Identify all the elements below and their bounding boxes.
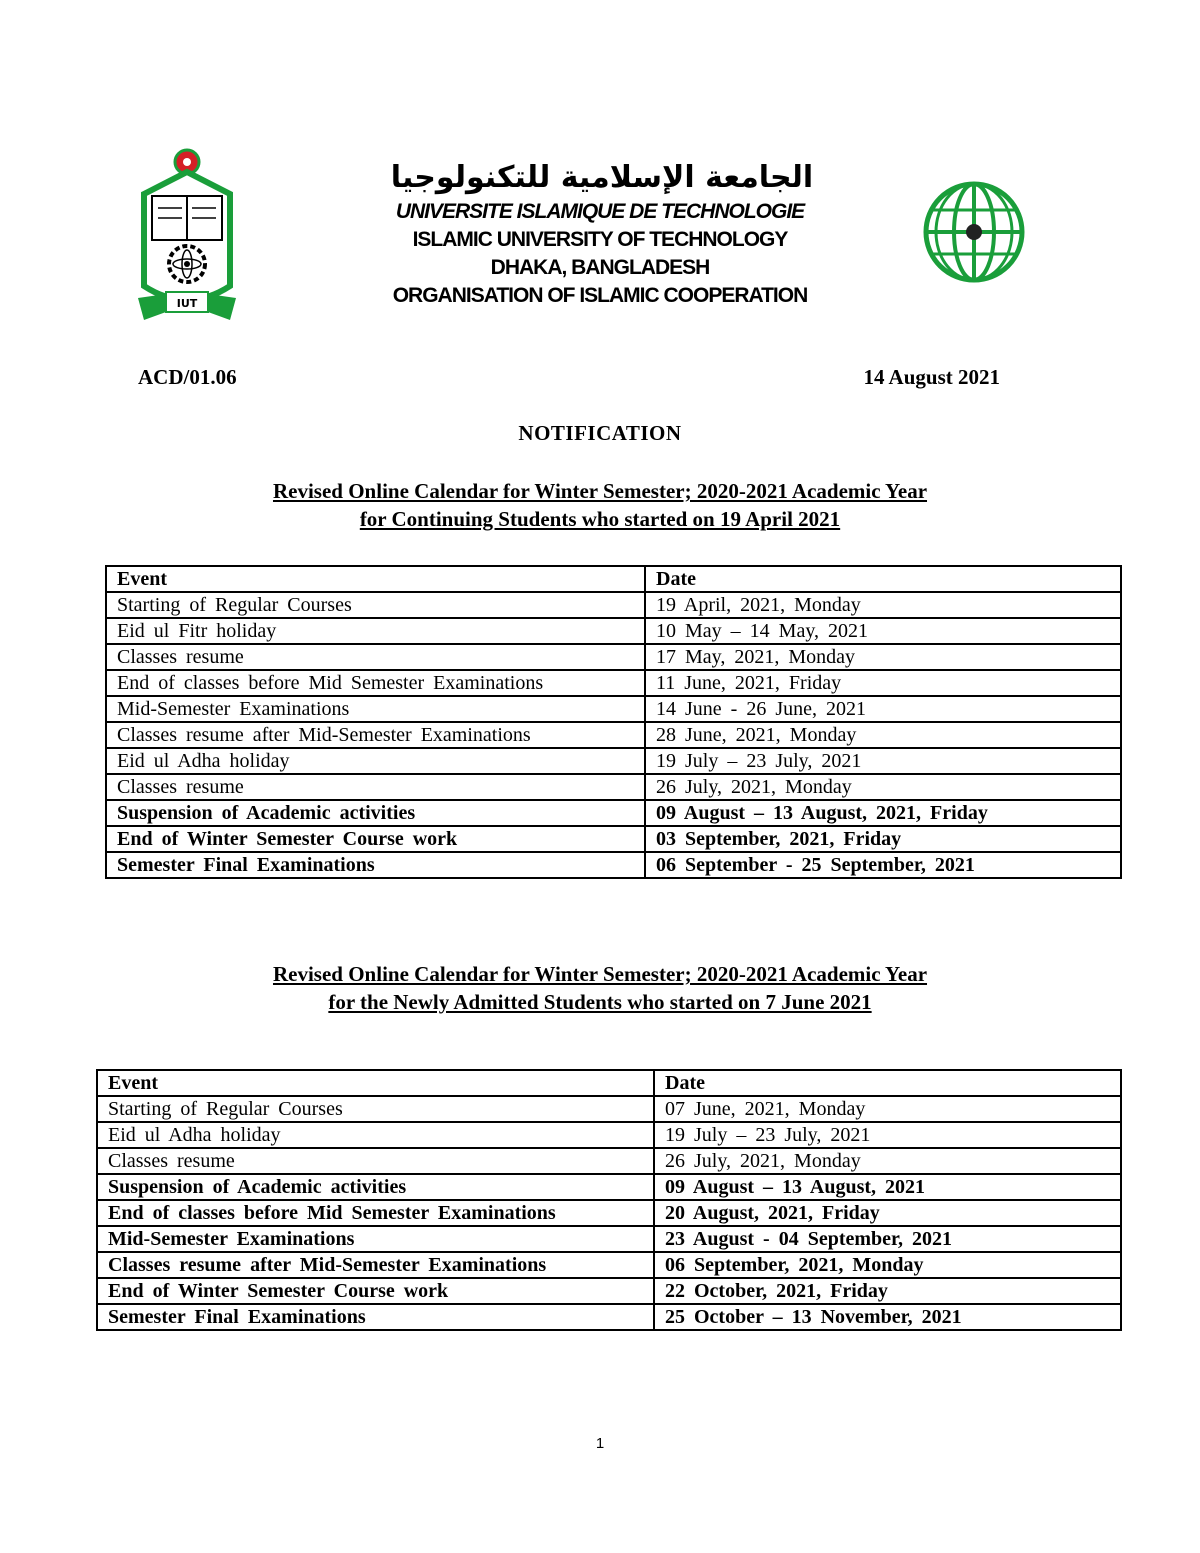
event-cell: Classes resume: [97, 1148, 654, 1174]
date-cell: 23 August - 04 September, 2021: [654, 1226, 1121, 1252]
date-cell: 20 August, 2021, Friday: [654, 1200, 1121, 1226]
date-cell: 26 July, 2021, Monday: [645, 774, 1121, 800]
date-cell: 06 September - 25 September, 2021: [645, 852, 1121, 878]
table-row: [97, 1226, 1121, 1252]
table-row: [97, 1174, 1121, 1200]
table-row: [106, 774, 1121, 800]
university-name-french: UNIVERSITE ISLAMIQUE DE TECHNOLOGIE: [395, 200, 805, 223]
date-cell: 19 July – 23 July, 2021: [654, 1122, 1121, 1148]
event-cell: Starting of Regular Courses: [106, 592, 645, 618]
event-cell: Semester Final Examinations: [97, 1304, 654, 1330]
notice-date: 14 August 2021: [863, 365, 1000, 389]
table-row: [106, 670, 1121, 696]
event-cell: Semester Final Examinations: [106, 852, 645, 878]
event-cell: Classes resume: [106, 644, 645, 670]
section-2-caption-line2: for the Newly Admitted Students who started on 7 June 2021: [328, 990, 872, 1014]
event-cell: End of classes before Mid Semester Examinations: [106, 670, 645, 696]
event-cell: Mid-Semester Examinations: [106, 696, 645, 722]
table-row: [97, 1096, 1121, 1122]
header-event: Event: [97, 1070, 654, 1096]
date-cell: 26 July, 2021, Monday: [654, 1148, 1121, 1174]
table-row: [97, 1304, 1121, 1330]
iut-logo: [136, 136, 238, 328]
section-1-caption: [0, 477, 1200, 533]
table-row: [106, 618, 1121, 644]
event-cell: End of classes before Mid Semester Examinations: [97, 1200, 654, 1226]
table-row: [106, 722, 1121, 748]
letterhead: [300, 158, 900, 310]
university-name-english: ISLAMIC UNIVERSITY OF TECHNOLOGY: [412, 228, 788, 251]
notification-title: NOTIFICATION: [518, 421, 682, 445]
table-header-row: [97, 1070, 1121, 1096]
event-cell: Classes resume after Mid-Semester Examinations: [106, 722, 645, 748]
date-cell: 19 July – 23 July, 2021: [645, 748, 1121, 774]
table-row: [106, 800, 1121, 826]
table-row: [106, 696, 1121, 722]
date-cell: 22 October, 2021, Friday: [654, 1278, 1121, 1304]
oic-logo: [902, 150, 1032, 310]
table-row: [97, 1200, 1121, 1226]
event-cell: Eid ul Adha holiday: [97, 1122, 654, 1148]
event-cell: Suspension of Academic activities: [97, 1174, 654, 1200]
section-1-caption-line1: Revised Online Calendar for Winter Semester; 2020-2021 Academic Year: [272, 479, 928, 503]
organisation-name: ORGANISATION OF ISLAMIC COOPERATION: [392, 284, 808, 307]
arabic-title: الجامعة الإسلامية للتكنولوجيا: [390, 160, 814, 195]
table-row: [97, 1122, 1121, 1148]
date-cell: 03 September, 2021, Friday: [645, 826, 1121, 852]
section-2-caption: [0, 960, 1200, 1016]
date-cell: 09 August – 13 August, 2021, Friday: [645, 800, 1121, 826]
table-row: [106, 644, 1121, 670]
new-students-calendar-table: [96, 1069, 1122, 1331]
event-cell: Classes resume: [106, 774, 645, 800]
event-cell: Starting of Regular Courses: [97, 1096, 654, 1122]
event-cell: End of Winter Semester Course work: [106, 826, 645, 852]
event-cell: Eid ul Adha holiday: [106, 748, 645, 774]
page-number: 1: [595, 1435, 605, 1452]
date-cell: 28 June, 2021, Monday: [645, 722, 1121, 748]
iut-logo-text: IUT: [176, 297, 198, 310]
event-cell: End of Winter Semester Course work: [97, 1278, 654, 1304]
university-city: DHAKA, BANGLADESH: [490, 256, 710, 279]
event-cell: Mid-Semester Examinations: [97, 1226, 654, 1252]
date-cell: 17 May, 2021, Monday: [645, 644, 1121, 670]
table-row: [97, 1252, 1121, 1278]
date-cell: 11 June, 2021, Friday: [645, 670, 1121, 696]
table-row: [97, 1148, 1121, 1174]
date-cell: 19 April, 2021, Monday: [645, 592, 1121, 618]
table-row: [106, 748, 1121, 774]
date-cell: 06 September, 2021, Monday: [654, 1252, 1121, 1278]
table-row: [97, 1278, 1121, 1304]
table-row: [106, 826, 1121, 852]
continuing-students-calendar-table: [105, 565, 1122, 879]
event-cell: Classes resume after Mid-Semester Examinations: [97, 1252, 654, 1278]
section-2-caption-line1: Revised Online Calendar for Winter Semester; 2020-2021 Academic Year: [272, 962, 928, 986]
date-cell: 14 June - 26 June, 2021: [645, 696, 1121, 722]
header-event: Event: [106, 566, 645, 592]
header-date: Date: [654, 1070, 1121, 1096]
header-date: Date: [645, 566, 1121, 592]
table-header-row: [106, 566, 1121, 592]
table-row: [106, 592, 1121, 618]
date-cell: 25 October – 13 November, 2021: [654, 1304, 1121, 1330]
date-cell: 09 August – 13 August, 2021: [654, 1174, 1121, 1200]
event-cell: Eid ul Fitr holiday: [106, 618, 645, 644]
table-row: [106, 852, 1121, 878]
date-cell: 07 June, 2021, Monday: [654, 1096, 1121, 1122]
event-cell: Suspension of Academic activities: [106, 800, 645, 826]
reference-number: ACD/01.06: [138, 365, 237, 389]
section-1-caption-line2: for Continuing Students who started on 19 April 2021: [359, 507, 841, 531]
date-cell: 10 May – 14 May, 2021: [645, 618, 1121, 644]
